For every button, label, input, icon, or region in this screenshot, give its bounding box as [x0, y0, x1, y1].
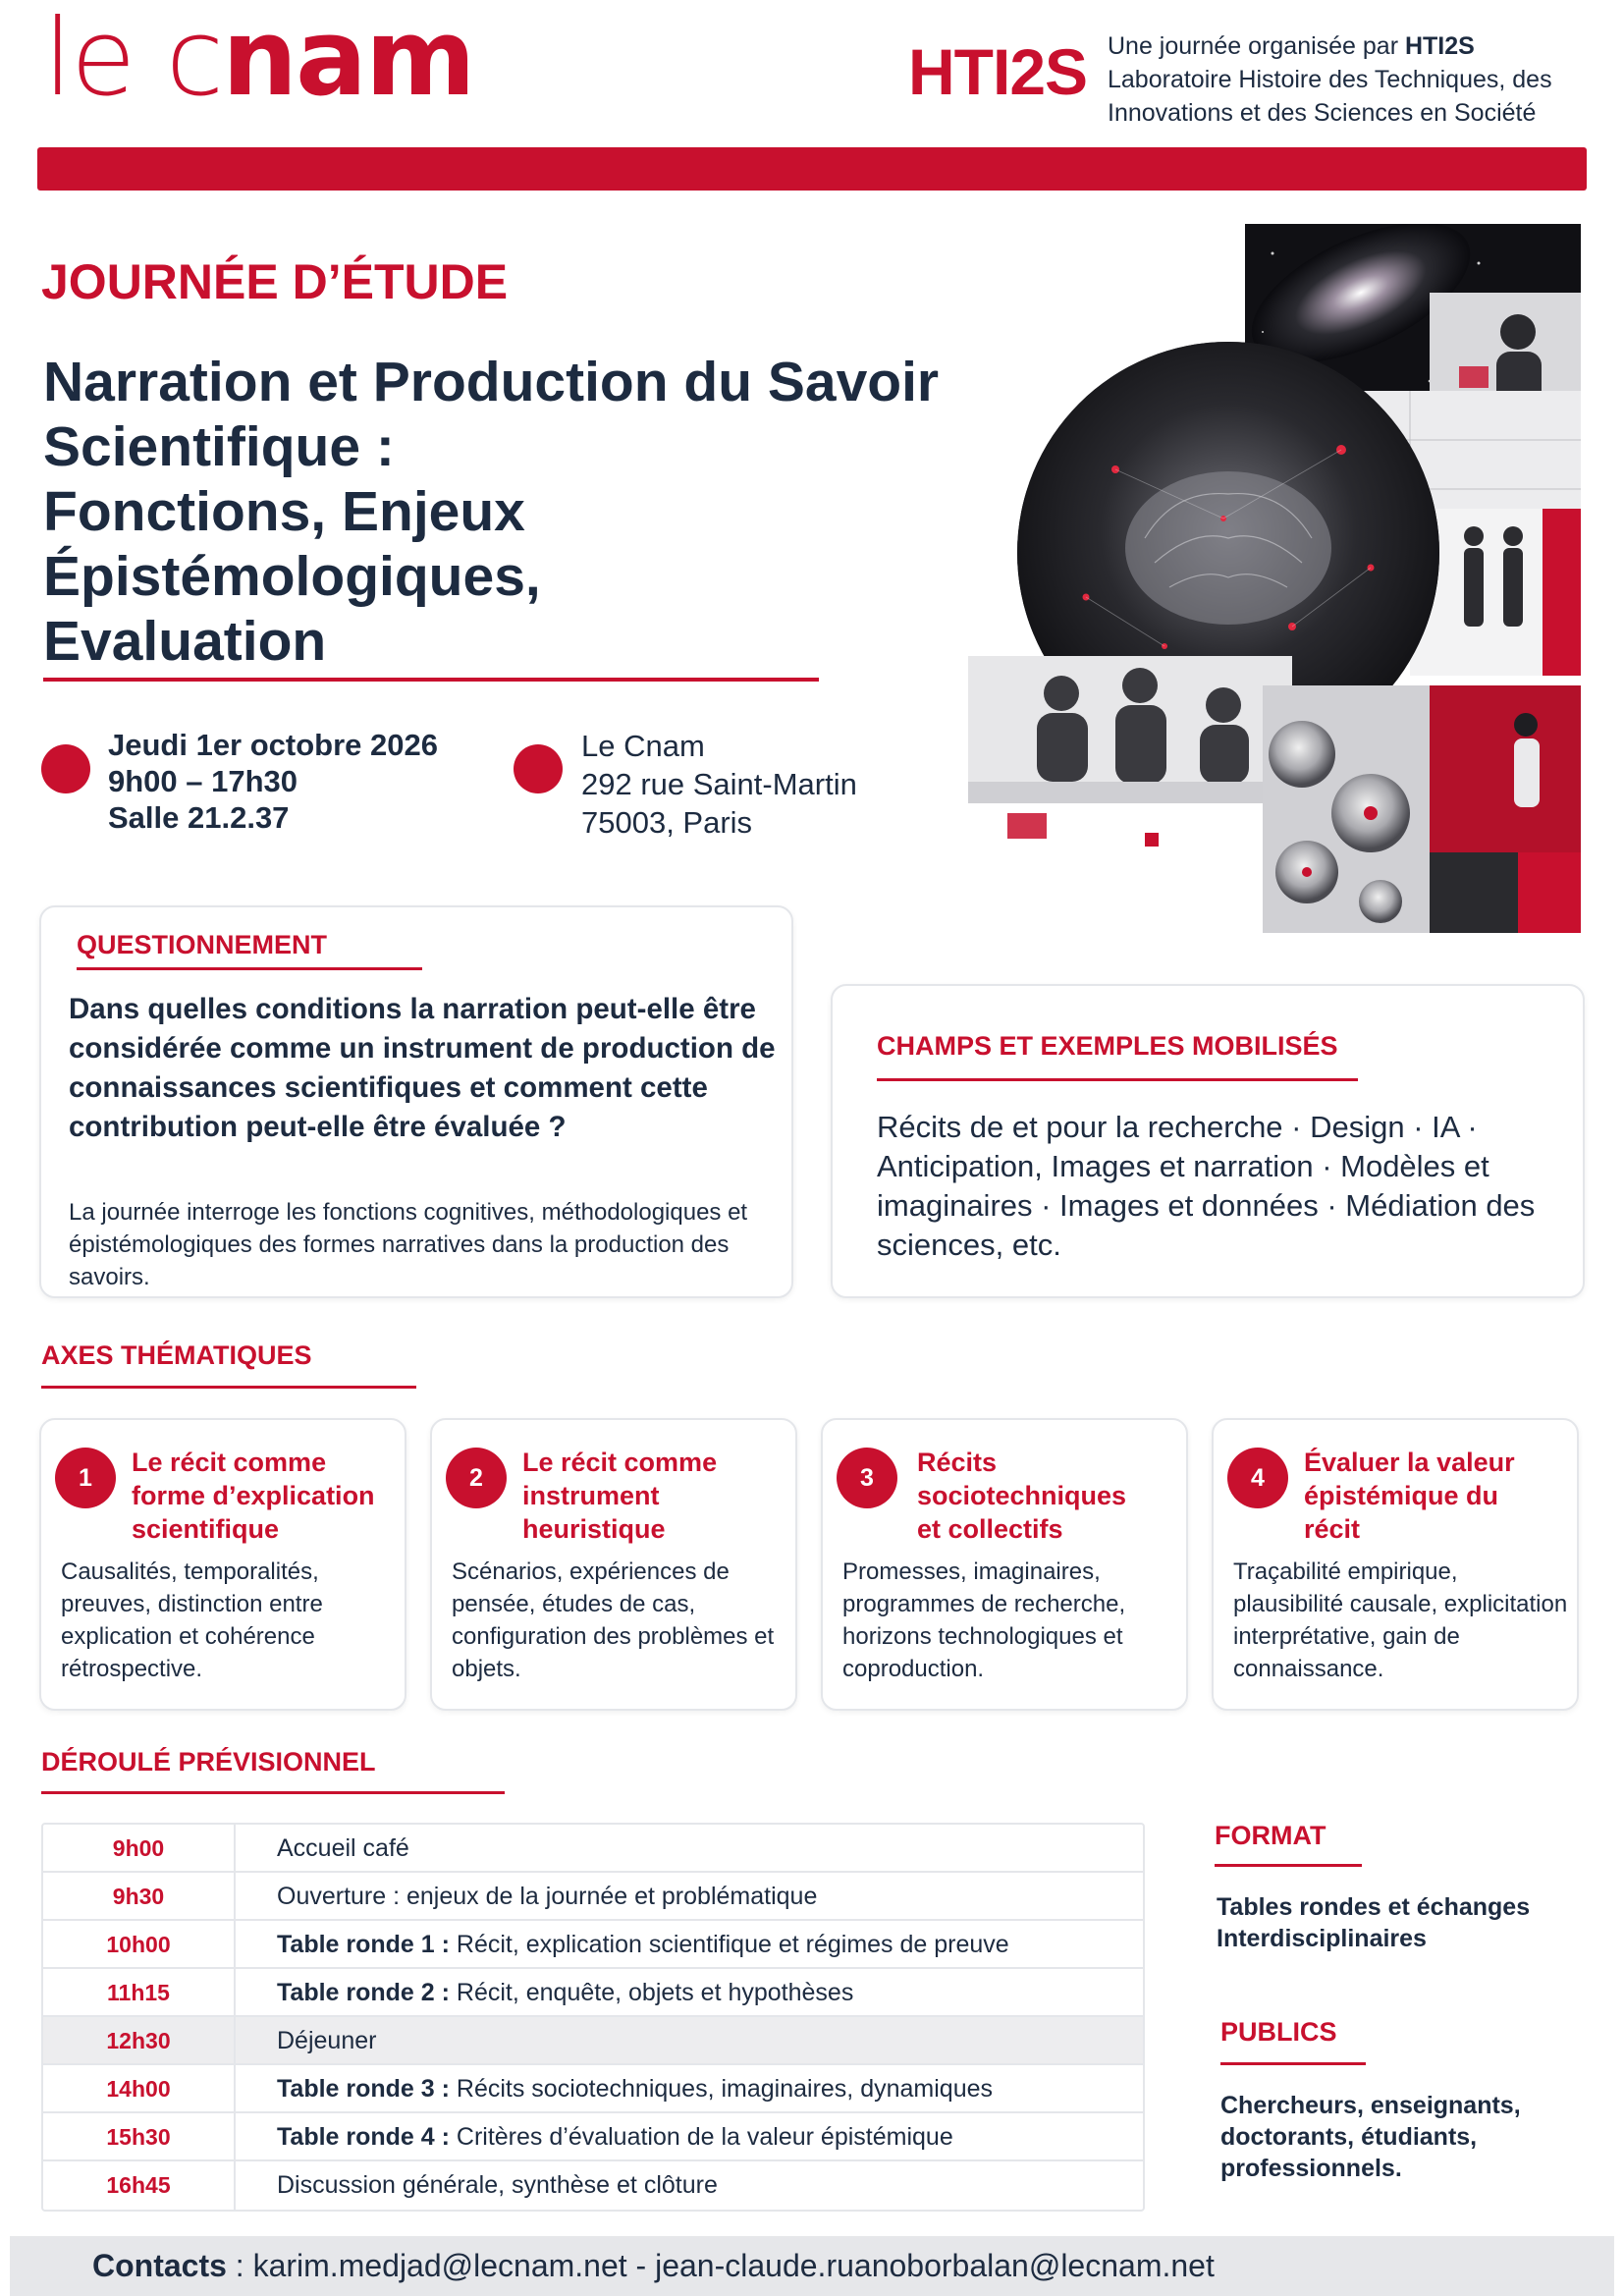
date-bullet-icon [41, 744, 90, 793]
schedule-time: 12h30 [43, 2017, 236, 2063]
schedule-row [43, 1969, 1143, 2017]
schedule-row [43, 1921, 1143, 1969]
questionnement-summary: La journée interroge les fonctions cognitives, méthodologiques et épistémologiques des formes narratives dans la production des savoirs. [69, 1199, 748, 1290]
organizer-info: Une journée organisée par HTI2S Laboratoire Histoire des Techniques, des Innovations et des Sciences en Société [1108, 32, 1552, 127]
research-question: Dans quelles conditions la narration peut-elle être considérée comme un instrument de production de connaissances scientifiques et comment cette contribution peut-elle être évaluée ? [69, 993, 776, 1143]
lab-acronym: HTI2S [908, 35, 1088, 108]
axis-card-2 [430, 1418, 797, 1711]
publics-rule [1220, 2062, 1366, 2065]
axis-title: Le récit comme forme d’explication scientifique [132, 1448, 375, 1544]
questionnement-heading: QUESTIONNEMENT [77, 930, 328, 959]
axis-title: Le récit comme instrument heuristique [522, 1448, 718, 1544]
cnam-logo: le cnam [43, 0, 474, 120]
event-location: Le Cnam 292 rue Saint-Martin 75003, Paris [581, 729, 857, 840]
champs-rule [877, 1078, 1358, 1081]
axis-card-4 [1212, 1418, 1579, 1711]
axis-title: Récits sociotechniques et collectifs [917, 1448, 1127, 1544]
publics-text: Chercheurs, enseignants, doctorants, étudiants, professionnels. [1220, 2092, 1521, 2182]
format-rule [1215, 1864, 1362, 1867]
schedule-row [43, 2065, 1143, 2113]
schedule-item: Discussion générale, synthèse et clôture [277, 2171, 718, 2199]
axis-number-badge: 1 [55, 1448, 116, 1508]
axes-rule [41, 1386, 416, 1389]
schedule-item: Table ronde 3 : Récits sociotechniques, imaginaires, dynamiques [277, 2075, 994, 2103]
axis-number-badge: 2 [446, 1448, 507, 1508]
schedule-item: Déjeuner [277, 2027, 377, 2054]
title-divider [43, 678, 819, 682]
page-title: Narration et Production du Savoir Scientifique : Fonctions, Enjeux Épistémologiques, Evaluation [43, 351, 940, 673]
contacts: Contacts : karim.medjad@lecnam.net - jean-claude.ruanoborbalan@lecnam.net [92, 2248, 1215, 2283]
header-bar [37, 147, 1587, 191]
schedule-time: 11h15 [43, 1969, 236, 2015]
schedule-time: 10h00 [43, 1921, 236, 1967]
science-collage-image [968, 224, 1581, 933]
schedule-item: Accueil café [277, 1834, 409, 1862]
format-heading: FORMAT [1215, 1821, 1326, 1850]
champs-text: Récits de et pour la recherche · Design · IA · Anticipation, Images et narration · Modèles et imaginaires · Images et données · Médiation des sciences, etc. [877, 1110, 1536, 1262]
axis-number-badge: 3 [837, 1448, 897, 1508]
event-type: JOURNÉE D’ÉTUDE [41, 254, 509, 309]
axis-description: Traçabilité empirique, plausibilité causale, explicitation interprétative, gain de connaissance. [1233, 1558, 1568, 1682]
schedule-item: Table ronde 1 : Récit, explication scientifique et régimes de preuve [277, 1931, 1009, 1958]
schedule-row [43, 2161, 1143, 2210]
schedule-item: Table ronde 2 : Récit, enquête, objets et hypothèses [277, 1979, 854, 2006]
schedule-time: 9h00 [43, 1825, 236, 1871]
schedule-row [43, 2017, 1143, 2065]
schedule-table [41, 1823, 1145, 2212]
axis-description: Scénarios, expériences de pensée, études de cas, configuration des problèmes et objets. [452, 1558, 775, 1682]
schedule-time: 15h30 [43, 2113, 236, 2159]
event-date: Jeudi 1er octobre 2026 9h00 – 17h30 Salle 21.2.37 [108, 728, 438, 835]
location-bullet-icon [514, 744, 563, 793]
axis-title: Évaluer la valeur épistémique du récit [1304, 1448, 1515, 1544]
schedule-row [43, 1873, 1143, 1921]
axis-description: Promesses, imaginaires, programmes de recherche, horizons technologiques et coproduction. [842, 1558, 1126, 1682]
schedule-time: 16h45 [43, 2161, 236, 2210]
axis-card-1 [39, 1418, 406, 1711]
schedule-row [43, 1825, 1143, 1873]
champs-heading: CHAMPS ET EXEMPLES MOBILISÉS [877, 1031, 1338, 1061]
schedule-item: Ouverture : enjeux de la journée et problématique [277, 1883, 818, 1910]
axis-number-badge: 4 [1227, 1448, 1288, 1508]
schedule-time: 9h30 [43, 1873, 236, 1919]
programme-rule [41, 1791, 505, 1794]
format-text: Tables rondes et échanges Interdisciplinaires [1217, 1893, 1531, 1952]
questionnement-rule [77, 967, 422, 970]
publics-heading: PUBLICS [1220, 2017, 1337, 2047]
axis-card-3 [821, 1418, 1188, 1711]
axes-heading: AXES THÉMATIQUES [41, 1340, 312, 1370]
schedule-time: 14h00 [43, 2065, 236, 2111]
schedule-item: Table ronde 4 : Critères d’évaluation de la valeur épistémique [277, 2123, 953, 2151]
axis-description: Causalités, temporalités, preuves, distinction entre explication et cohérence rétrospective. [61, 1558, 323, 1682]
programme-heading: DÉROULÉ PRÉVISIONNEL [41, 1747, 376, 1777]
schedule-row [43, 2113, 1143, 2161]
